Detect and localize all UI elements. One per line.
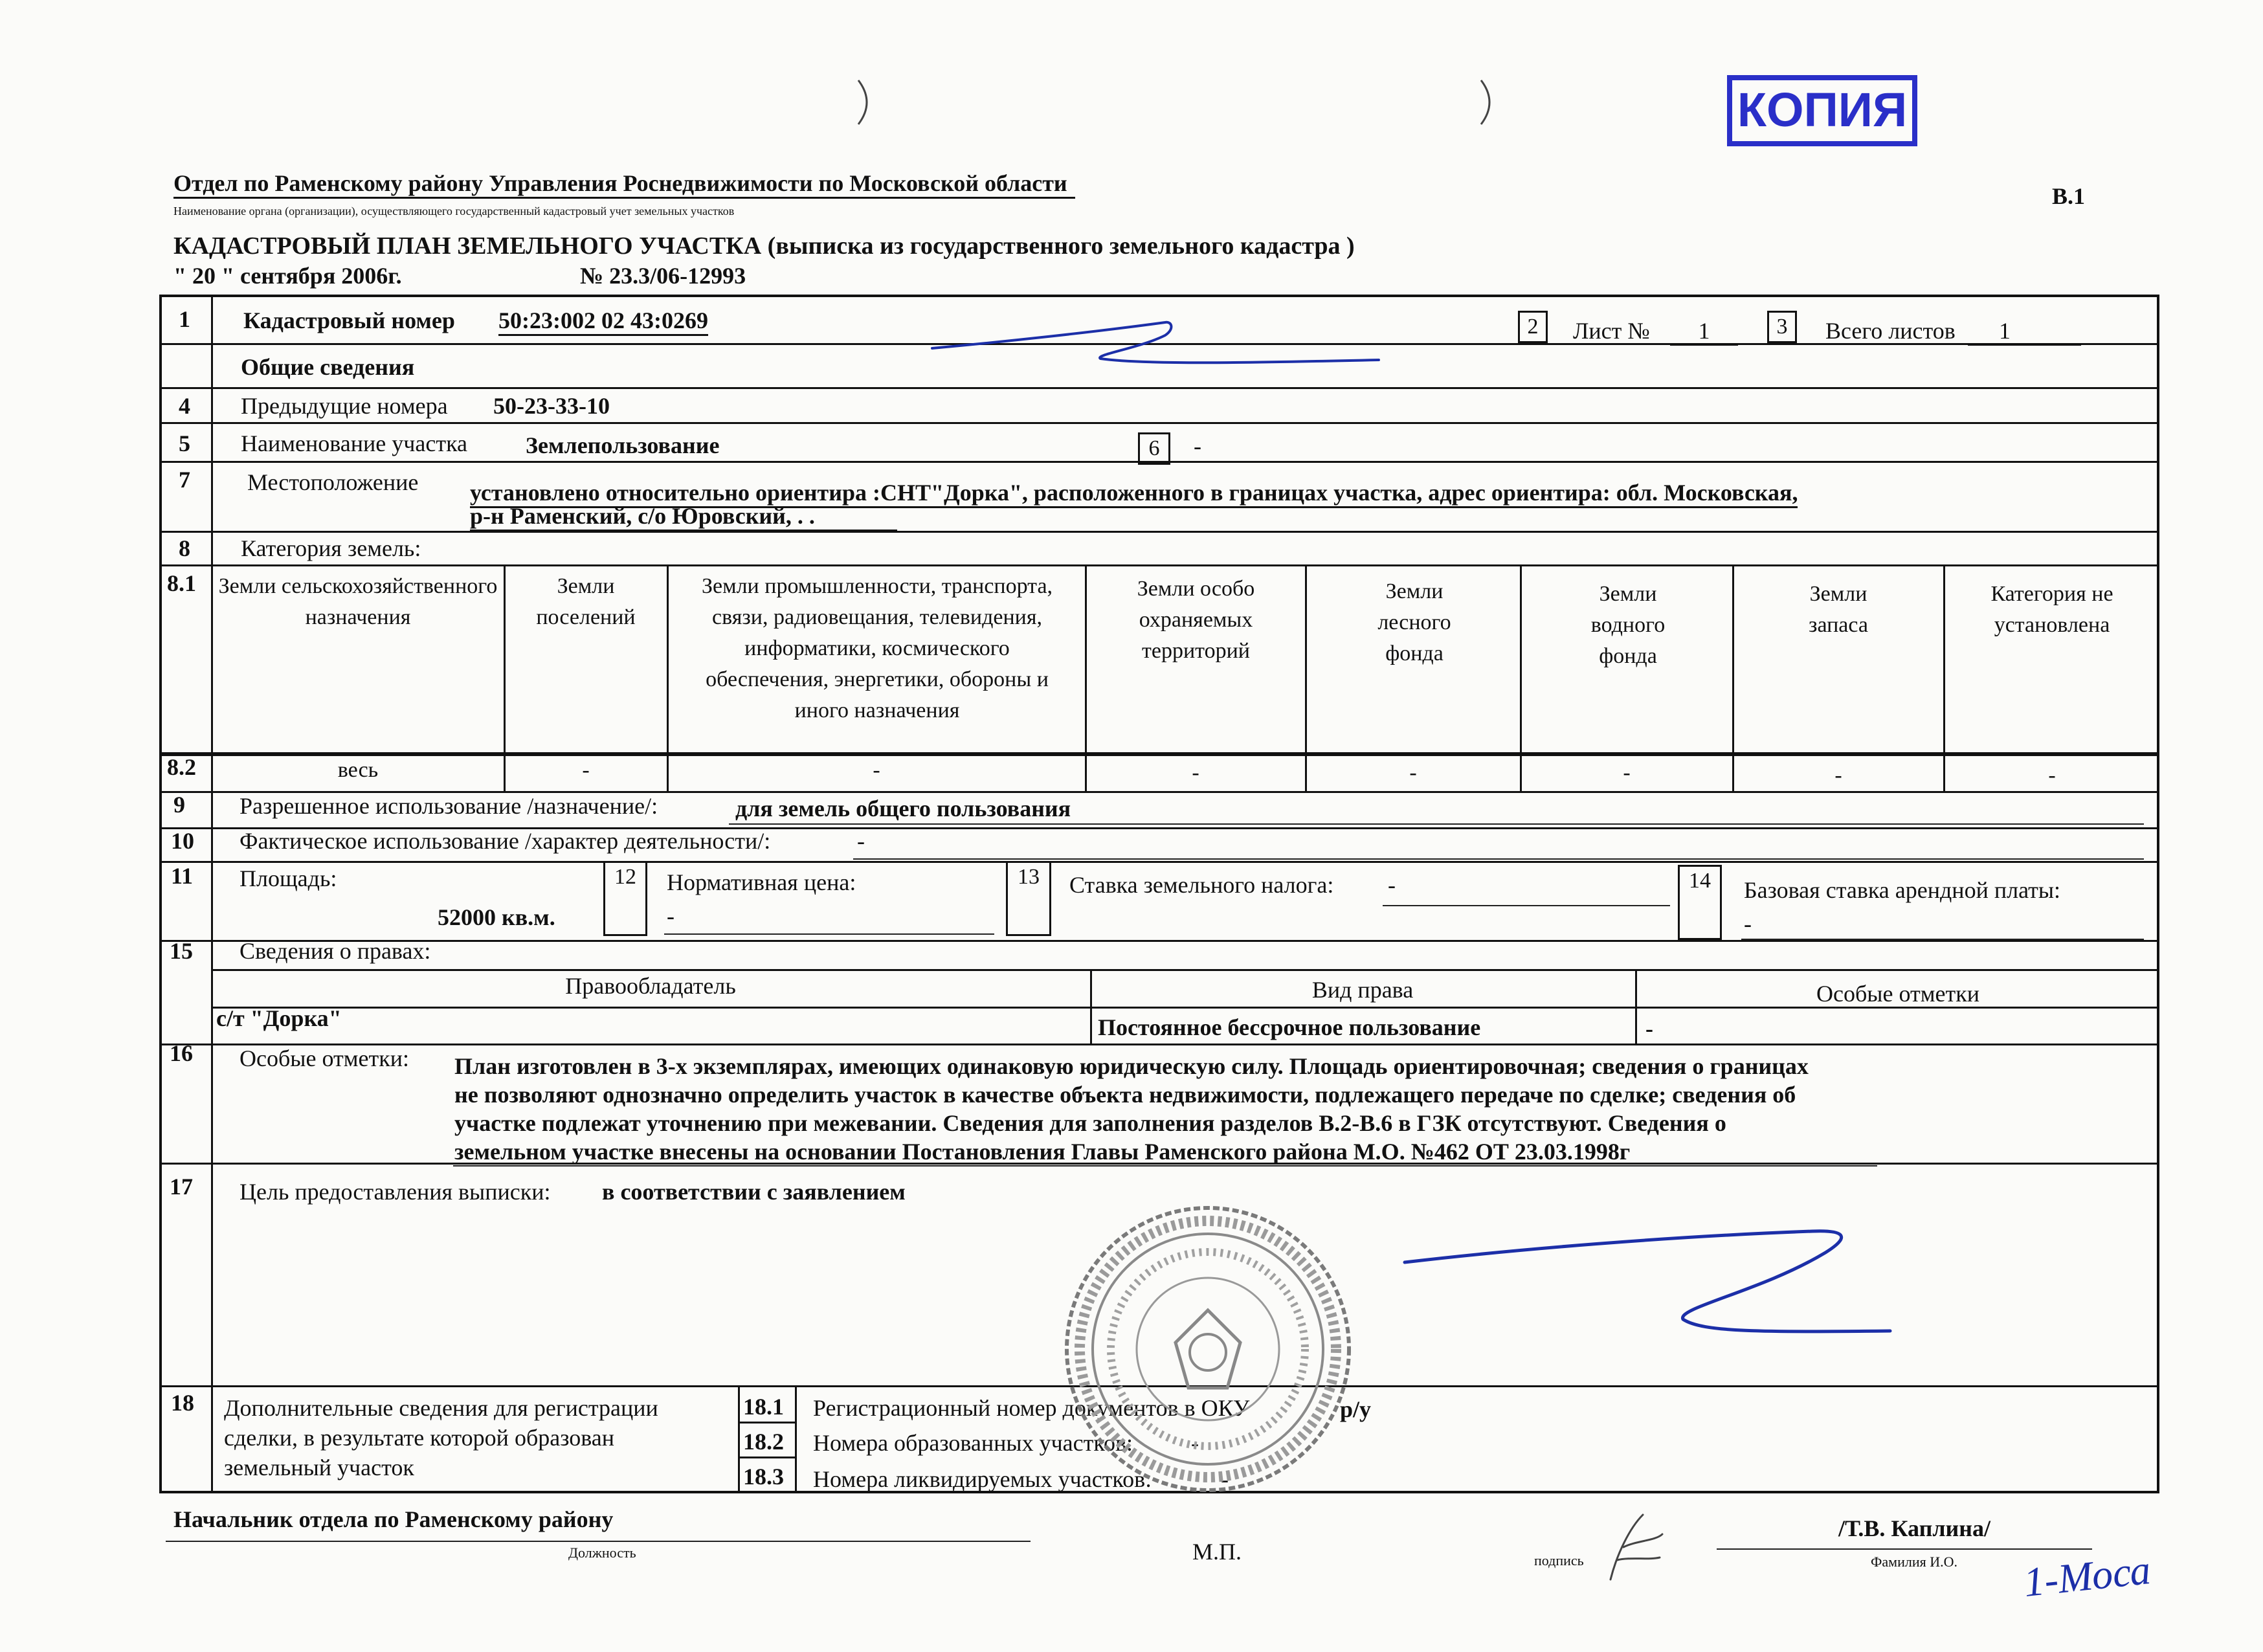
row-divider xyxy=(738,1422,795,1423)
row-number: 18 xyxy=(171,1390,194,1416)
rights-col-divider xyxy=(1635,969,1637,1044)
sub-number-column-divider xyxy=(795,1385,797,1493)
sub-row-number: 18.3 xyxy=(743,1464,784,1490)
general-info-title: Общие сведения xyxy=(241,354,415,380)
total-sheets-value: 1 xyxy=(1968,317,2081,346)
liquidated-parcels-value: - xyxy=(1221,1466,1229,1492)
document-date: " 20 " сентября 2006г. xyxy=(173,263,402,289)
row-divider xyxy=(159,861,2159,863)
document-number: № 23.3/06-12993 xyxy=(580,263,746,289)
additional-info-label: сделки, в результате которой образован xyxy=(224,1425,615,1451)
location-label: Местоположение xyxy=(247,469,419,495)
category-col-divider xyxy=(1520,564,1522,791)
sub-row-number: 18.2 xyxy=(743,1429,784,1455)
box-13: 13 xyxy=(1006,861,1051,936)
row-divider xyxy=(211,969,2159,971)
rent-rate-label: Базовая ставка арендной платы: xyxy=(1744,877,2061,903)
field-line xyxy=(664,933,994,935)
category-reserve: Земли запаса xyxy=(1809,582,1868,637)
registration-number-label: Регистрационный номер документов в ОКУ xyxy=(813,1395,1250,1421)
category-agricultural: Земли сельскохозяйственного назначения xyxy=(218,574,498,629)
row-number: 16 xyxy=(170,1040,193,1066)
official-position: Начальник отдела по Раменскому району xyxy=(173,1506,614,1532)
field-line xyxy=(1717,1548,2092,1550)
signature-icon xyxy=(1598,1502,1675,1592)
category-col-divider xyxy=(1085,564,1087,791)
box-14: 14 xyxy=(1678,865,1722,940)
organization-name: Отдел по Раменскому району Управления Роснедвижимости по Московской области xyxy=(173,170,1075,199)
seal-place: М.П. xyxy=(1192,1539,1242,1565)
row-number: 8.1 xyxy=(167,570,196,596)
category-value: - xyxy=(1834,763,1842,787)
box-6-value: - xyxy=(1194,433,1201,459)
location-line-1: установлено относительно ориентира :СНТ"Дорка", расположенного в границах участка, адрес ориентира: обл. Московская, xyxy=(470,479,1798,508)
rent-rate-value: - xyxy=(1744,911,1752,937)
permitted-use-value: для земель общего пользования xyxy=(735,796,1071,821)
row-divider xyxy=(159,940,2159,942)
official-name: /Т.В. Каплина/ xyxy=(1838,1515,1991,1541)
parcel-name-label: Наименование участка xyxy=(241,430,467,456)
row-divider xyxy=(159,387,2159,389)
category-settlements: Земли поселений xyxy=(536,574,636,629)
category-value: - xyxy=(1623,761,1631,785)
category-value: - xyxy=(873,758,880,782)
total-sheets-label: Всего листов xyxy=(1825,318,1956,344)
formed-parcels-value: - xyxy=(1191,1430,1199,1456)
document-title: КАДАСТРОВЫЙ ПЛАН ЗЕМЕЛЬНОГО УЧАСТКА (выписка из государственного земельного кадастра ) xyxy=(173,232,1355,260)
area-value: 52000 кв.м. xyxy=(438,904,555,930)
category-water: Земли водного фонда xyxy=(1590,582,1666,668)
location-line-2: р-н Раменский, с/о Юровский, . . xyxy=(470,502,897,531)
row-number: 5 xyxy=(179,430,190,456)
category-value: - xyxy=(582,758,590,782)
land-category-label: Категория земель: xyxy=(241,535,421,561)
cadastral-number-value: 50:23:002 02 43:0269 xyxy=(498,307,708,336)
copy-stamp-text: КОПИЯ xyxy=(1737,83,1908,137)
row-number: 9 xyxy=(173,792,185,818)
rights-label: Сведения о правах: xyxy=(240,938,431,964)
handwritten-note: 1-Моса xyxy=(2021,1546,2153,1606)
permitted-use-label: Разрешенное использование /назначение/: xyxy=(240,793,658,819)
row-divider xyxy=(159,422,2159,424)
previous-numbers-label: Предыдущие номера xyxy=(241,393,448,419)
special-notes-line: участке подлежат уточнению при межевании. Сведения для заполнения разделов В.2-В.6 в ГЗК отсутствуют. Сведения о xyxy=(454,1110,1726,1136)
handwritten-signature-icon xyxy=(1398,1217,1903,1346)
category-protected: Земли особо охраняемых территорий xyxy=(1137,577,1255,663)
registration-number-value: р/у xyxy=(1340,1396,1372,1422)
box-12: 12 xyxy=(603,861,647,936)
organization-caption: Наименование органа (организации), осуществляющего государственный кадастровый учет земельных участков xyxy=(173,205,735,218)
name-caption: Фамилия И.О. xyxy=(1871,1554,1957,1570)
row-divider xyxy=(159,1044,2159,1045)
special-notes-line: не позволяют однозначно определить участок в качестве объекта недвижимости, подлежащего передаче по сделке; сведения об xyxy=(454,1082,1796,1108)
category-forest: Земли лесного фонда xyxy=(1377,579,1451,665)
formed-parcels-label: Номера образованных участков: xyxy=(813,1430,1133,1456)
category-col-divider xyxy=(1943,564,1945,791)
rights-col-divider xyxy=(1090,969,1092,1044)
liquidated-parcels-label: Номера ликвидируемых участков: xyxy=(813,1466,1152,1492)
right-type-column-header: Вид права xyxy=(1311,977,1414,1003)
official-seal-icon xyxy=(1059,1200,1357,1498)
category-not-set: Категория не установлена xyxy=(1990,582,2113,637)
row-number: 4 xyxy=(179,393,190,419)
category-value: - xyxy=(2048,763,2056,787)
row-number: 8 xyxy=(179,535,190,561)
category-col-divider xyxy=(504,564,506,791)
row-number: 8.2 xyxy=(167,754,196,780)
land-tax-label: Ставка земельного налога: xyxy=(1069,872,1334,898)
field-line xyxy=(1383,905,1670,906)
page-code: B.1 xyxy=(2052,183,2086,209)
normative-price-value: - xyxy=(667,903,674,929)
sub-number-column-divider xyxy=(738,1385,740,1493)
special-notes-label: Особые отметки: xyxy=(240,1045,409,1071)
actual-use-value: - xyxy=(857,828,865,854)
area-label: Площадь: xyxy=(240,865,337,891)
category-col-divider xyxy=(1305,564,1307,791)
category-value: - xyxy=(1192,761,1199,785)
row-number: 15 xyxy=(170,938,193,964)
right-type-value: Постоянное бессрочное пользование xyxy=(1098,1014,1481,1040)
row-divider xyxy=(159,531,2159,533)
category-value: - xyxy=(1409,761,1417,785)
number-column-divider xyxy=(211,295,213,1493)
sub-row-number: 18.1 xyxy=(743,1394,784,1420)
row-divider xyxy=(738,1457,795,1458)
copy-stamp xyxy=(1727,75,1917,146)
previous-numbers-value: 50-23-33-10 xyxy=(493,393,610,419)
parcel-name-value: Землепользование xyxy=(526,432,720,458)
row-number: 1 xyxy=(179,306,190,332)
actual-use-label: Фактическое использование /характер деятельности/: xyxy=(240,828,771,854)
row-number: 11 xyxy=(171,863,194,889)
category-col-divider xyxy=(1732,564,1734,791)
category-industry: Земли промышленности, транспорта, связи, радиовещания, телевидения, информатики, космического обеспечения, энергетики, обороны и иного назначения xyxy=(701,574,1053,722)
field-line xyxy=(453,1165,1877,1166)
field-line xyxy=(853,858,2144,860)
land-tax-value: - xyxy=(1388,872,1396,898)
signature-caption: подпись xyxy=(1534,1552,1584,1568)
box-2: 2 xyxy=(1518,311,1548,343)
field-line xyxy=(729,823,2144,825)
cadastral-number-label: Кадастровый номер xyxy=(243,307,455,333)
additional-info-label: Дополнительные сведения для регистрации xyxy=(224,1395,658,1421)
sheet-value: 1 xyxy=(1670,317,1738,346)
category-value: весь xyxy=(337,758,379,782)
right-notes-value: - xyxy=(1645,1016,1653,1042)
category-col-divider xyxy=(667,564,669,791)
normative-price-label: Нормативная цена: xyxy=(667,869,856,895)
box-3: 3 xyxy=(1767,311,1797,343)
binding-hole-mark xyxy=(1476,76,1502,128)
holder-column-header: Правообладатель xyxy=(565,973,736,999)
row-number: 7 xyxy=(179,467,190,493)
binding-hole-mark xyxy=(853,76,879,128)
purpose-label: Цель предоставления выписки: xyxy=(240,1179,551,1205)
row-number: 10 xyxy=(171,828,194,854)
box-6: 6 xyxy=(1138,432,1170,465)
field-line xyxy=(166,1541,1031,1542)
right-holder-value: с/т "Дорка" xyxy=(216,1005,342,1031)
position-caption: Должность xyxy=(568,1545,636,1561)
special-notes-line: План изготовлен в 3-х экземплярах, имеющих одинаковую юридическую силу. Площадь ориентировочная; сведения о границах xyxy=(454,1053,1809,1079)
special-notes-line: земельном участке внесены на основании Постановления Главы Раменского района М.О. №462 ОТ 23.03.1998г xyxy=(454,1139,1631,1165)
field-line xyxy=(1741,939,2144,940)
row-number: 17 xyxy=(170,1174,193,1200)
notes-column-header: Особые отметки xyxy=(1816,981,1979,1007)
sheet-label: Лист № xyxy=(1573,318,1650,344)
purpose-value: в соответствии с заявлением xyxy=(602,1179,906,1205)
handwritten-mark-icon xyxy=(926,303,1392,374)
additional-info-label: земельный участок xyxy=(224,1455,414,1480)
row-divider xyxy=(159,564,2159,566)
